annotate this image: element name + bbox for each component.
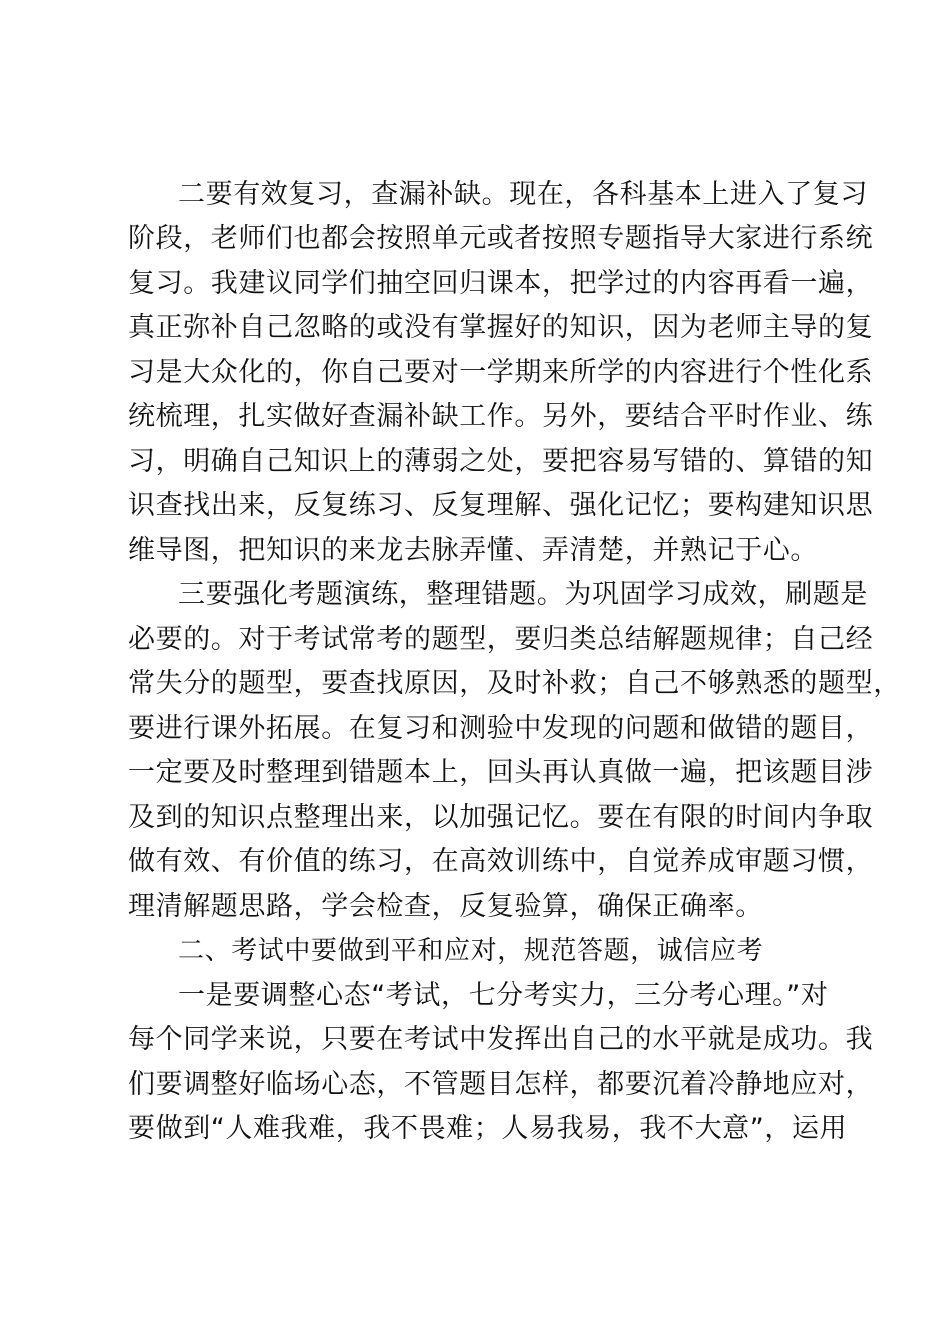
- paragraph-1-line-6: 统梳理，扎实做好查漏补缺工作。另外，要结合平时作业、练: [128, 401, 874, 432]
- paragraph-2-line-4: 要进行课外拓展。在复习和测验中发现的问题和做错的题目，: [128, 713, 874, 744]
- paragraph-1-line-1: 二要有效复习，查漏补缺。现在，各科基本上进入了复习: [178, 179, 868, 210]
- paragraph-3-line-2: 每个同学来说，只要在考试中发挥出自己的水平就是成功。我: [128, 1024, 874, 1055]
- paragraph-1-line-2: 阶段，老师们也都会按照单元或者按照专题指导大家进行系统: [128, 223, 874, 254]
- paragraph-2-line-1: 三要强化考题演练，整理错题。为巩固学习成效，刷题是: [178, 579, 868, 610]
- paragraph-2-line-5: 一定要及时整理到错题本上，回头再认真做一遍，把该题目涉: [128, 757, 874, 788]
- paragraph-1-line-4: 真正弥补自己忽略的或没有掌握好的知识，因为老师主导的复: [128, 312, 874, 343]
- paragraph-3-line-3: 们要调整好临场心态，不管题目怎样，都要沉着冷静地应对，: [128, 1069, 874, 1100]
- paragraph-2-line-6: 及到的知识点整理出来，以加强记忆。要在有限的时间内争取: [128, 802, 874, 833]
- paragraph-1-line-9: 维导图，把知识的来龙去脉弄懂、弄清楚，并熟记于心。: [128, 535, 818, 566]
- paragraph-3-line-4: 要做到“人难我难，我不畏难；人易我易，我不大意”，运用: [128, 1113, 848, 1144]
- paragraph-3-line-1: 一是要调整心态“考试，七分考实力，三分考心理。”对: [178, 980, 829, 1011]
- paragraph-1-line-7: 习，明确自己知识上的薄弱之处，要把容易写错的、算错的知: [128, 446, 874, 477]
- paragraph-1-line-3: 复习。我建议同学们抽空回归课本，把学过的内容再看一遍，: [128, 268, 874, 299]
- paragraph-1-line-8: 识查找出来，反复练习、反复理解、强化记忆；要构建知识思: [128, 490, 874, 521]
- paragraph-1-line-5: 习是大众化的，你自己要对一学期来所学的内容进行个性化系: [128, 357, 874, 388]
- section-heading: 二、考试中要做到平和应对，规范答题，诚信应考: [178, 936, 764, 966]
- paragraph-2-line-8: 理清解题思路，学会检查，反复验算，确保正确率。: [128, 891, 763, 922]
- paragraph-2-line-2: 必要的。对于考试常考的题型，要归类总结解题规律；自己经: [128, 624, 874, 655]
- paragraph-2-line-3: 常失分的题型，要查找原因，及时补救；自己不够熟悉的题型，: [128, 668, 901, 699]
- paragraph-2-line-7: 做有效、有价值的练习，在高效训练中，自觉养成审题习惯，: [128, 846, 874, 877]
